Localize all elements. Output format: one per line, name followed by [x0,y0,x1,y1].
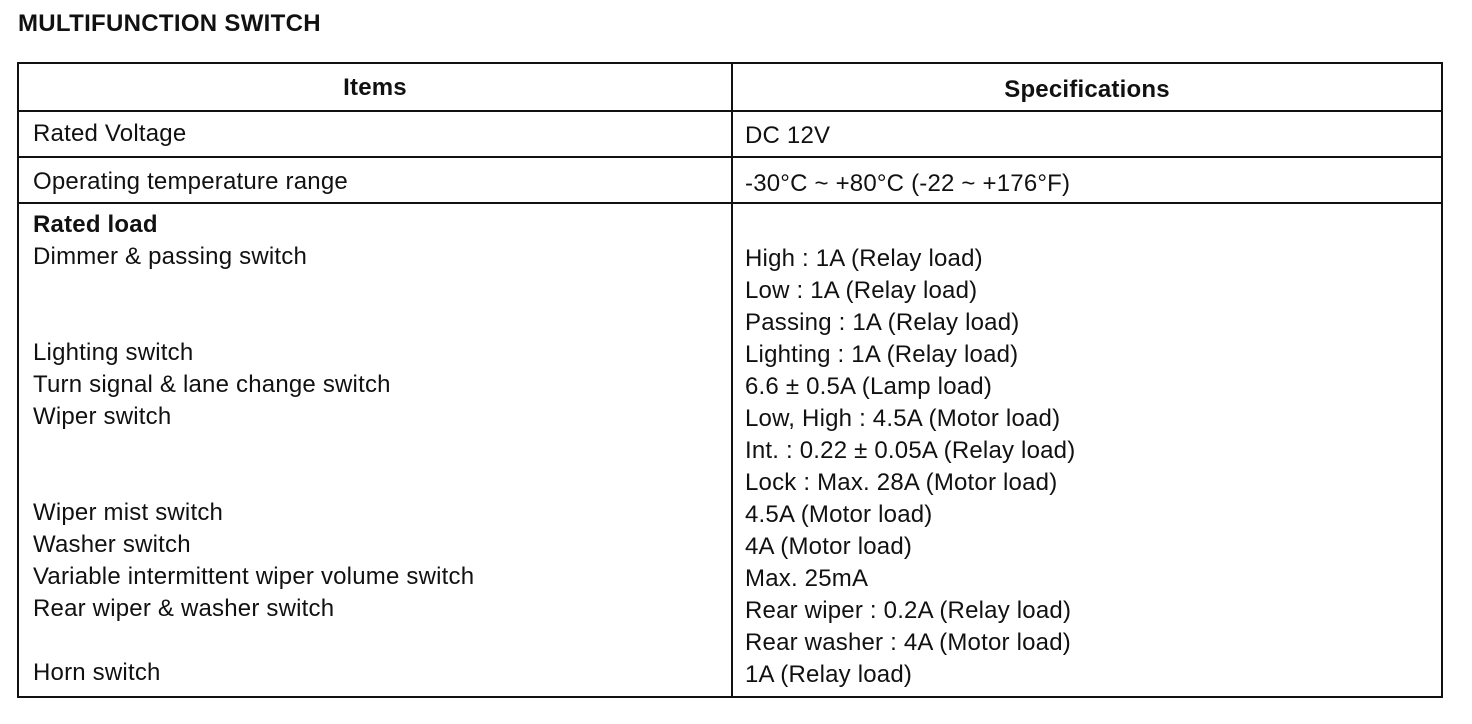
load-spec: High : 1A (Relay load) [745,245,983,272]
row-divider [19,156,1441,158]
load-spec: 4.5A (Motor load) [745,501,933,528]
rated-load-items [33,209,474,689]
row-divider [19,110,1441,112]
header-items: Items [343,74,407,101]
spec-table [17,62,1443,698]
load-item: Dimmer & passing switch [33,243,308,270]
load-item: Lighting switch [33,339,194,366]
header-specifications: Specifications [1004,76,1170,103]
load-spec: Lock : Max. 28A (Motor load) [745,469,1058,496]
load-item [33,625,474,657]
row-divider [19,202,1441,204]
load-item: Variable intermittent wiper volume switch [33,563,475,590]
column-divider [731,64,733,696]
load-spec: 4A (Motor load) [745,533,913,560]
load-item [33,433,474,465]
item-rated-voltage: Rated Voltage [33,120,187,147]
load-spec: Int. : 0.22 ± 0.05A (Relay load) [745,437,1076,464]
load-spec: Max. 25mA [745,565,869,592]
load-spec: 1A (Relay load) [745,661,913,688]
load-item: Rear wiper & washer switch [33,595,335,622]
item-operating-temperature: Operating temperature range [33,168,348,195]
rated-load-specs [745,211,1075,691]
load-item: Wiper mist switch [33,499,224,526]
load-spec: 6.6 ± 0.5A (Lamp load) [745,373,993,400]
load-spec: Rear washer : 4A (Motor load) [745,629,1071,656]
page-title: MULTIFUNCTION SWITCH [18,10,321,37]
load-spec: Lighting : 1A (Relay load) [745,341,1019,368]
load-item [33,465,474,497]
load-spec [745,211,1075,243]
load-spec: Low : 1A (Relay load) [745,277,978,304]
load-spec: Rear wiper : 0.2A (Relay load) [745,597,1072,624]
load-item [33,273,474,305]
load-spec: Passing : 1A (Relay load) [745,309,1020,336]
load-item: Horn switch [33,659,161,686]
load-item [33,305,474,337]
rated-load-heading: Rated load [33,211,158,238]
spec-operating-temperature: -30°C ~ +80°C (-22 ~ +176°F) [745,170,1071,197]
load-spec: Low, High : 4.5A (Motor load) [745,405,1061,432]
load-item: Washer switch [33,531,191,558]
load-item: Turn signal & lane change switch [33,371,391,398]
spec-rated-voltage: DC 12V [745,122,831,149]
load-item: Wiper switch [33,403,172,430]
